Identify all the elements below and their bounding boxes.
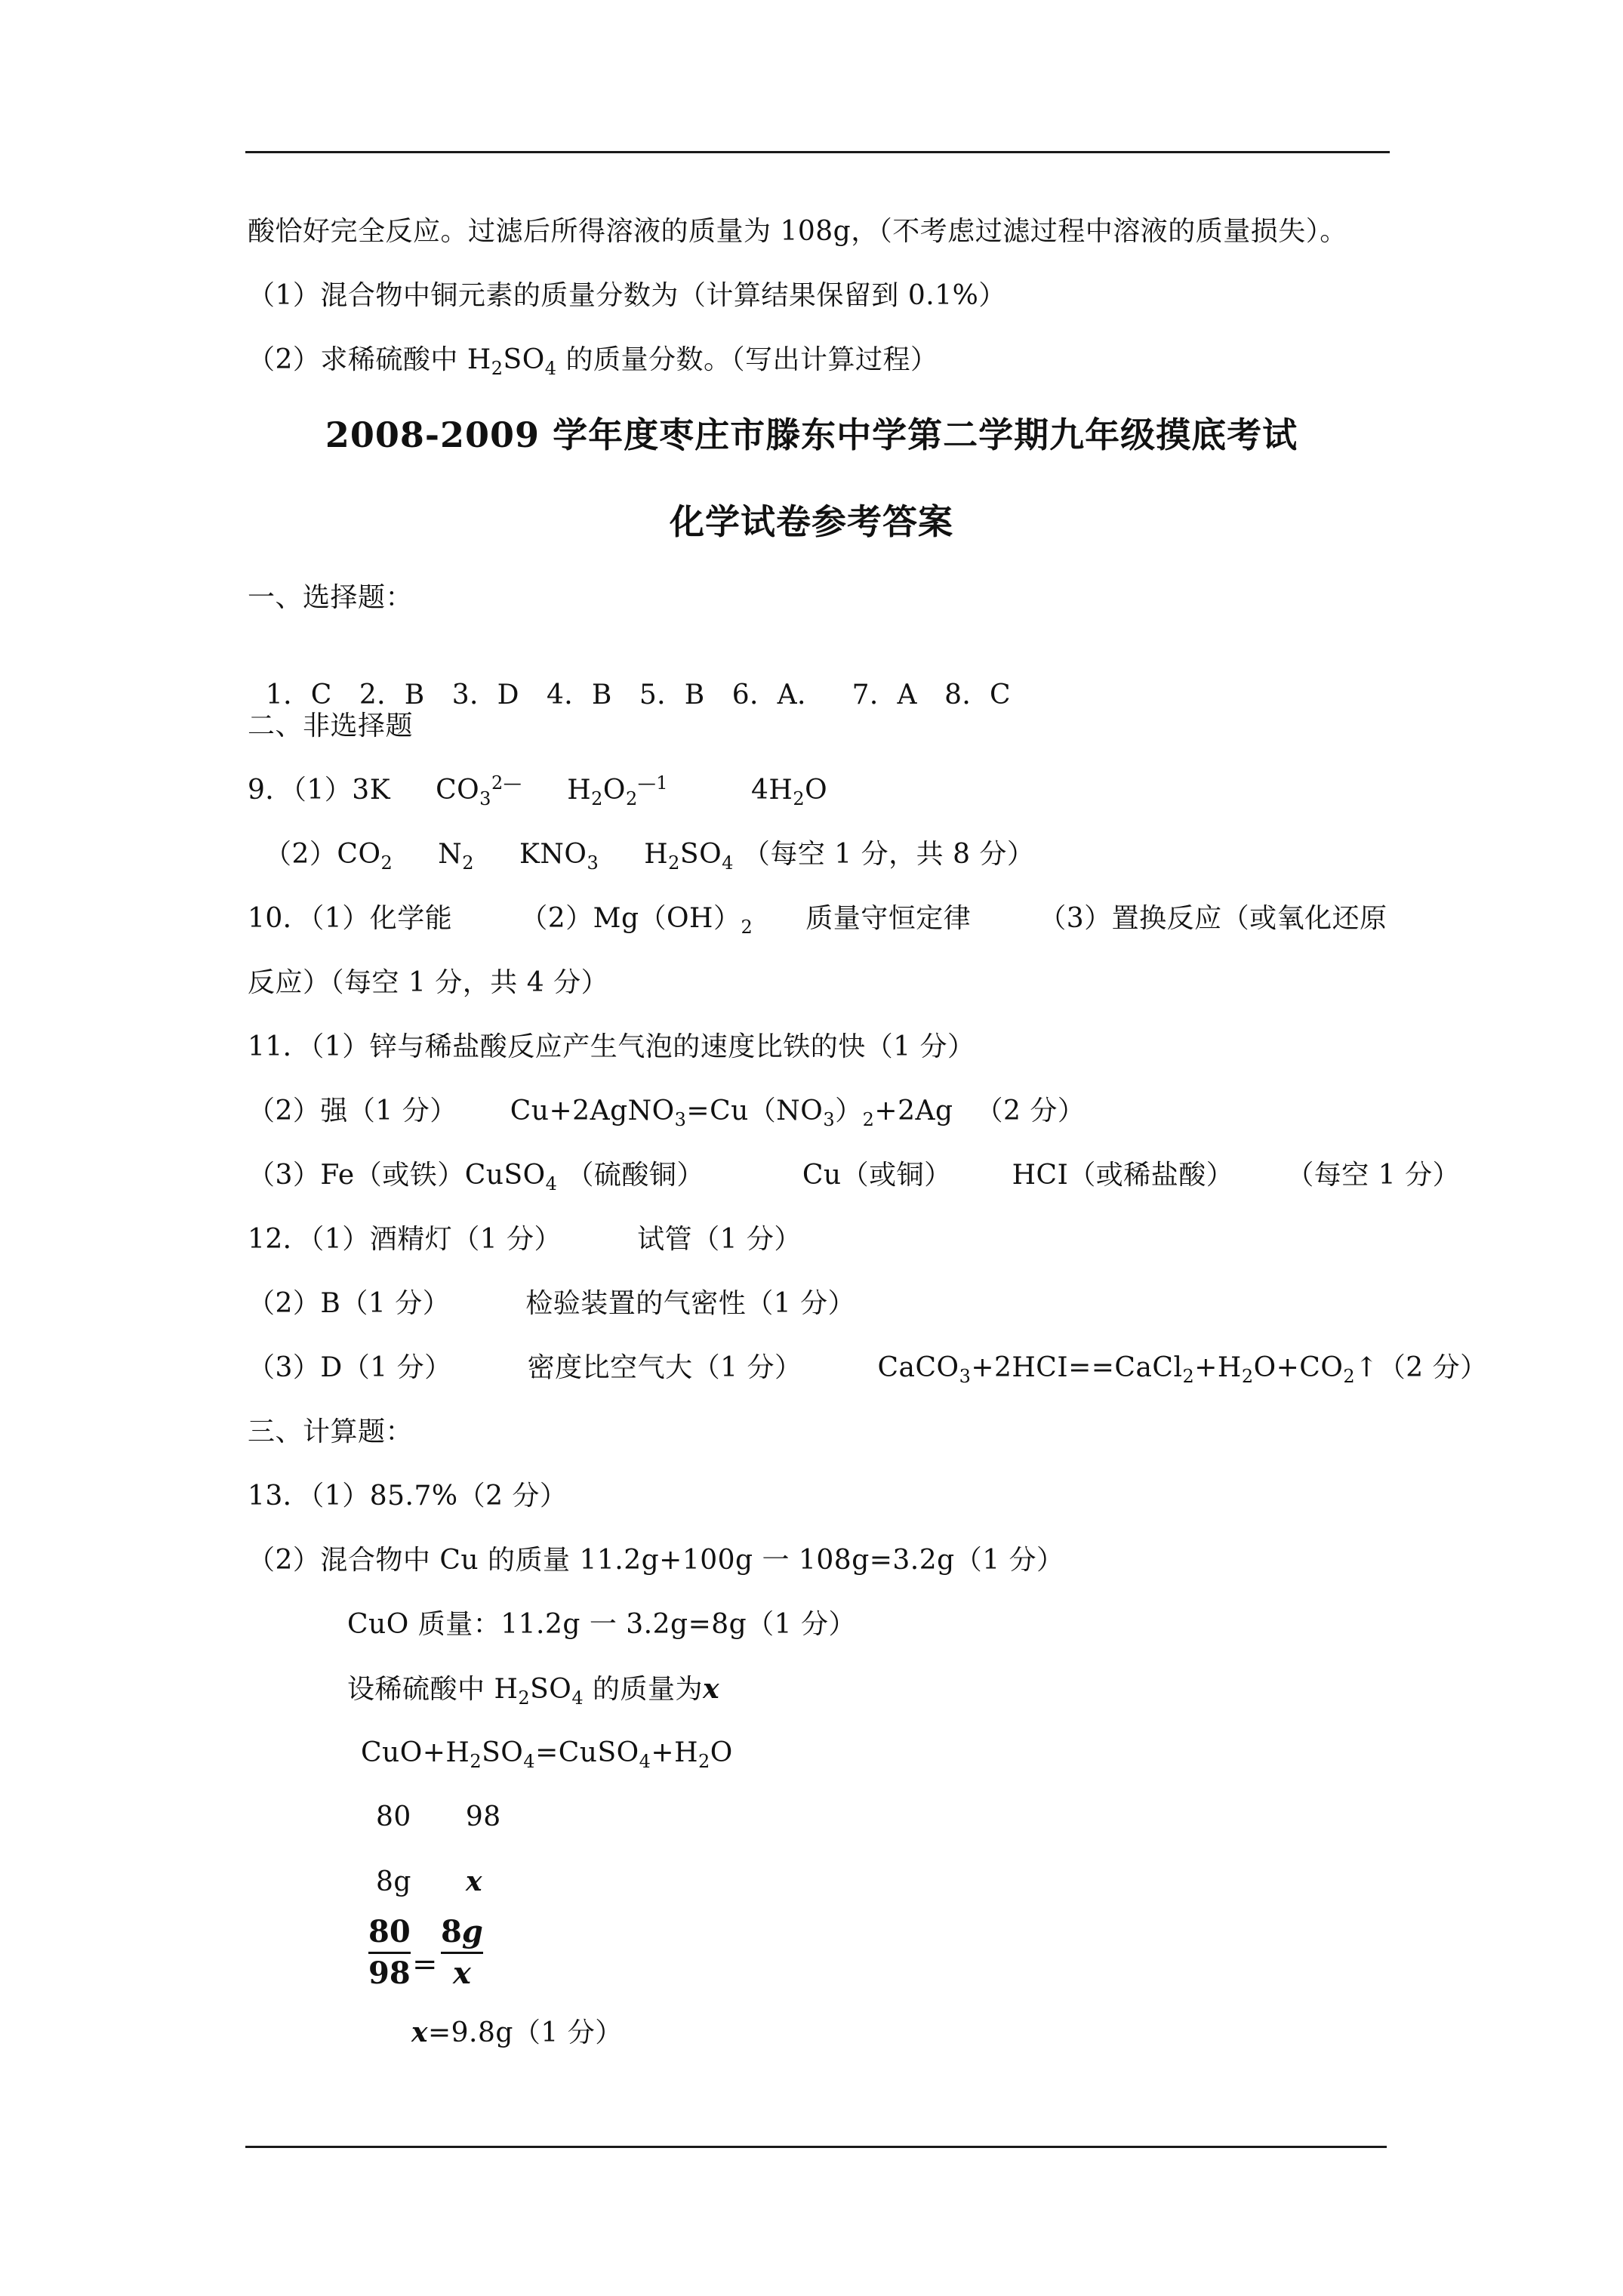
answer-11-2: （2）强（1 分） $Cu+2AgNO_3=Cu(NO_3)_2+2Ag$ （2 分）	[248, 1096, 1086, 1131]
choice-answers	[248, 646, 1011, 712]
fraction-right: 8g x	[441, 1914, 483, 1991]
answer-4: 4．B	[547, 680, 612, 710]
answer-9-2: $(2)CO_2$ $N_2$ $KNO_3$ $H_2SO_4$ （每空 1 分，共 8 分）	[264, 839, 1035, 874]
answer-title: 2008-2009 学年度枣庄市滕东中学第二学期九年级摸底考试	[325, 415, 1298, 455]
answer-10: 10．（1）化学能 $(2)Mg(OH)_2$ 质量守恒定律 （3）置换反应（或氧化还原	[248, 903, 1387, 938]
answer-13-2: （2）混合物中 Cu 的质量 11.2g+100g 一 108g=3.2g（1 分）	[248, 1545, 1064, 1576]
answer-subtitle: 化学试卷参考答案	[670, 501, 953, 542]
question-line: 酸恰好完全反应。过滤后所得溶液的质量为 108g，（不考虑过滤过程中溶液的质量损失）。	[248, 216, 1347, 247]
cuo-mass-line: CuO 质量：11.2g 一 3.2g=8g（1 分）	[347, 1609, 857, 1640]
answer-8: 8．C	[944, 680, 1012, 710]
footer-rule	[245, 2146, 1387, 2148]
answer-11-1: 11．（1）锌与稀盐酸反应产生气泡的速度比铁的快（1 分）	[248, 1031, 975, 1062]
answer-1: 1．C	[265, 680, 332, 710]
result-line: x=9.8g（1 分）	[411, 2017, 623, 2048]
answer-5: 5．B	[639, 680, 705, 710]
question-part-1: （1）混合物中铜元素的质量分数为（计算结果保留到 0.1%）	[248, 280, 1006, 311]
answer-11-3: （3）Fe（或铁）CuSO$_4$ （硫酸铜） Cu（或铜） HCI（或稀盐酸） （每空 1 分）	[248, 1160, 1461, 1195]
let-line: 设稀硫酸中 $H_2SO_4$ 的质量为x	[347, 1673, 720, 1709]
answer-3: 3．D	[451, 680, 519, 710]
answer-10-cont: 反应）（每空 1 分，共 4 分）	[248, 967, 609, 998]
answer-6: 6．A．	[731, 680, 825, 710]
question-part-2: （2）求稀硫酸中 $H_2SO_4$ 的质量分数。（写出计算过程）	[248, 344, 938, 380]
section-heading: 二、非选择题	[248, 710, 414, 741]
answer-12-3: （3）D（1 分） 密度比空气大（1 分） $CaCO_3+2HCI==CaCl_2+H_2O+CO_2↑(2$ 分）	[248, 1352, 1488, 1388]
answer-13-1: 13．（1）85.7%（2 分）	[248, 1481, 568, 1512]
mass-row: 8g x	[376, 1866, 482, 1897]
answer-2: 2．B	[359, 680, 425, 710]
fraction-equals: =	[412, 1947, 439, 1982]
answer-7: 7．A	[852, 680, 918, 710]
header-rule	[245, 151, 1390, 153]
fraction-left: 80 98	[368, 1914, 411, 1991]
answer-9-1: 9．（1）3K $CO_3^{2—}$ $H_2O_2^{—1}$ $4H_2O$	[248, 772, 828, 810]
reaction-equation: $CuO+H_2SO_4=CuSO_4+H_2O$	[361, 1737, 733, 1773]
answer-12-2: （2）B（1 分） 检验装置的气密性（1 分）	[248, 1288, 856, 1319]
section-heading: 一、选择题：	[248, 582, 414, 613]
answer-12-1: 12．（1）酒精灯（1 分） 试管（1 分）	[248, 1224, 802, 1255]
section-heading: 三、计算题：	[248, 1416, 414, 1447]
molar-mass-row: 80 98	[376, 1801, 501, 1832]
